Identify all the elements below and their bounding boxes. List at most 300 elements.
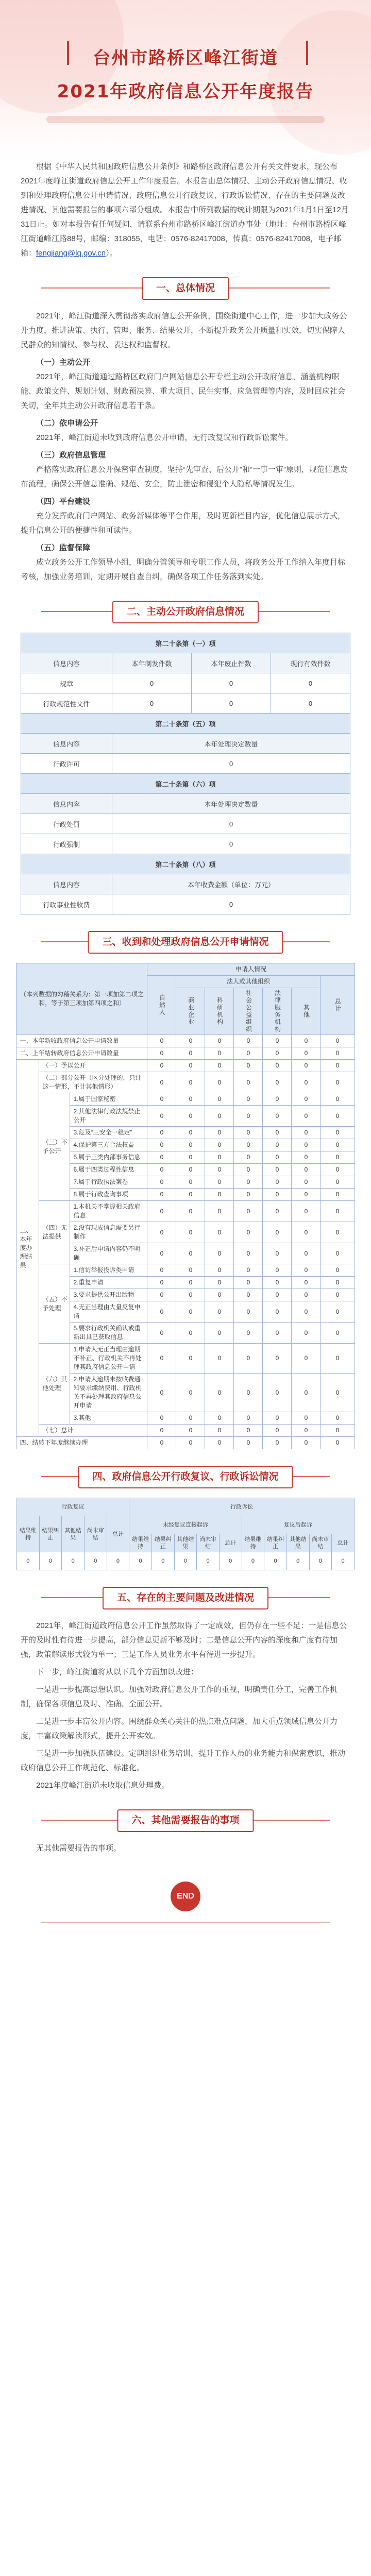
- table-cell: 3.补正后申请内容仍不明确: [70, 1243, 147, 1264]
- count-cell: 0: [176, 1093, 205, 1106]
- table-cell: 总计: [107, 1516, 129, 1552]
- table-cell: 结果纠正: [264, 1534, 287, 1552]
- review-litigation-table: [16, 1498, 355, 1570]
- table-cell: 其他结果: [286, 1534, 309, 1552]
- count-cell: 0: [234, 1323, 263, 1344]
- count-cell: 0: [234, 1072, 263, 1093]
- table-cell: 行政处罚: [21, 814, 112, 834]
- table-header-row: [17, 1516, 355, 1534]
- count-cell: 0: [321, 1437, 355, 1449]
- table-cell: 规章: [21, 673, 112, 693]
- count-cell: 0: [147, 1093, 176, 1106]
- table-cell: 0: [112, 673, 192, 693]
- table-section-row: [21, 714, 350, 734]
- count-cell: 0: [176, 1412, 205, 1425]
- table-cell: 总计: [219, 1534, 242, 1552]
- table-row: [21, 894, 350, 914]
- section-title-issues: 五、存在的主要问题及改进情况: [103, 1587, 268, 1609]
- table-cell: 复议后起诉: [242, 1516, 354, 1534]
- overview-paragraph: 2021年，峰江街道未收到政府信息公开申请，无行政复议和行政诉讼案件。: [36, 433, 293, 442]
- section-heading: [41, 931, 330, 953]
- table-cell: （一）予以公开: [39, 1060, 147, 1072]
- count-cell: 0: [321, 1201, 355, 1222]
- table-row: [16, 1047, 355, 1060]
- table-cell: 8.属于行政查询事项: [70, 1189, 147, 1201]
- subheading-management: （三）政府信息管理: [36, 451, 106, 460]
- count-cell: 0: [263, 1222, 292, 1243]
- table-cell: 0: [112, 693, 192, 714]
- table-cell: 其他结果: [62, 1516, 85, 1552]
- section-heading: [41, 1587, 330, 1608]
- count-cell: 0: [292, 1425, 321, 1437]
- count-cell: 0: [84, 1552, 107, 1570]
- table-section-row: [21, 854, 350, 874]
- count-cell: 0: [292, 1151, 321, 1164]
- count-cell: 0: [292, 1374, 321, 1412]
- table-cell: 4.无正当理由大量反复申请: [70, 1301, 147, 1323]
- count-cell: 0: [263, 1127, 292, 1139]
- count-cell: 0: [205, 1344, 234, 1374]
- table-row: [16, 1264, 355, 1277]
- overview-paragraph: 2021年，峰江街道深入贯彻落实政府信息公开条例，围绕街道中心工作，进一步加大政务公开力度，推进决策、执行、管理、服务、结果公开，不断提升政务公开质量和实效，切实保障人民群众的知情权、参与权、表达权和监督权。: [21, 312, 347, 349]
- report-title-line2: 2021年政府信息公开年度报告: [57, 81, 314, 102]
- table-cell: 1.本机关不掌握相关政府信息: [70, 1201, 147, 1222]
- count-cell: 0: [176, 1222, 205, 1243]
- count-cell: 0: [234, 1425, 263, 1437]
- count-cell: 0: [205, 1164, 234, 1176]
- table-cell: 其他结果: [174, 1534, 197, 1552]
- table-cell: 5.要求行政机关确认或重新出具已获取信息: [70, 1323, 147, 1344]
- count-cell: 0: [147, 1344, 176, 1374]
- count-cell: 0: [234, 1047, 263, 1060]
- active-disclosure-table: [21, 633, 350, 914]
- count-cell: 0: [176, 1374, 205, 1412]
- table-cell: 2.重复申请: [70, 1277, 147, 1289]
- table-cell: 四、结转下年度继续办理: [16, 1437, 147, 1449]
- table-cell: 第二十条第（一）项: [21, 633, 350, 653]
- table-row: [16, 1060, 355, 1072]
- count-cell: 0: [263, 1243, 292, 1264]
- intro-text: 根据《中华人民共和国政府信息公开条例》和路桥区政府信息公开有关文件要求，现公布2021年度峰江街道政府信息公开工作年度报告。本报告由总体情况、主动公开政府信息情况、收到和处理政府信息公开申请情况、政府信息公开行政复议、行政诉讼情况、存在的主要问题及改进情况、其他需要报告的事项六部分组成。本报告中所列数据的统计期限为2021年1月1日至12月31日止。如对本报告有任何疑问，请联系台州市路桥区峰江街道办事处（地址：台州市路桥区峰江街道峰江路88号，邮编：318055，电话：0576-82417008，传真：0576-82417008，电子邮箱：: [21, 162, 349, 258]
- section-title-requests: 三、收到和处理政府信息公开申请情况: [88, 931, 283, 954]
- table-cell: 本年制发件数: [112, 653, 192, 673]
- count-cell: 0: [321, 1176, 355, 1189]
- section-heading: [41, 1466, 330, 1487]
- table-cell: 二、上年结转政府信息公开申请数量: [16, 1047, 147, 1060]
- count-cell: 0: [321, 1289, 355, 1301]
- count-cell: 0: [321, 1139, 355, 1151]
- subheading-active: （一）主动公开: [36, 358, 91, 367]
- count-cell: 0: [263, 1139, 292, 1151]
- count-cell: 0: [292, 1164, 321, 1176]
- subheading-request: （二）依申请公开: [36, 419, 98, 428]
- count-cell: 0: [263, 1201, 292, 1222]
- report-banner: [0, 0, 371, 155]
- table-cell: 结果纠正: [151, 1534, 174, 1552]
- count-cell: 0: [309, 1552, 332, 1570]
- count-cell: 0: [292, 1106, 321, 1127]
- table-cell: 总计: [332, 1534, 355, 1552]
- count-cell: 0: [321, 1127, 355, 1139]
- count-cell: 0: [147, 1176, 176, 1189]
- count-cell: 0: [263, 1344, 292, 1374]
- count-cell: 0: [205, 1277, 234, 1289]
- issues-paragraph: 二是进一步丰富公开内容。围绕群众关心关注的热点难点问题，加大重点领域信息公开力度，丰富政策解读形式，提升公开实效。: [21, 1717, 338, 1740]
- count-cell: 0: [263, 1437, 292, 1449]
- table-cell: 本年废止件数: [191, 653, 271, 673]
- count-cell: 0: [234, 1201, 263, 1222]
- table-cell: 0: [112, 894, 350, 914]
- table-cell: 行政规范性文件: [21, 693, 112, 714]
- count-cell: 0: [292, 1222, 321, 1243]
- count-cell: 0: [292, 1072, 321, 1093]
- table-cell: 行政事业性收费: [21, 894, 112, 914]
- end-badge: END: [171, 1882, 200, 1911]
- count-cell: 0: [234, 1344, 263, 1374]
- count-cell: 0: [176, 1301, 205, 1323]
- report-title-line1: 台州市路桥区峰江街道: [93, 48, 278, 69]
- count-cell: 0: [147, 1425, 176, 1437]
- count-cell: 0: [321, 1035, 355, 1047]
- count-cell: 0: [176, 1072, 205, 1093]
- issues-paragraph: 下一步，峰江街道将从以下几个方面加以改进：: [36, 1668, 199, 1676]
- table-cell: 信息内容: [21, 794, 112, 814]
- count-cell: 0: [205, 1323, 234, 1344]
- count-cell: 0: [205, 1127, 234, 1139]
- count-cell: 0: [147, 1222, 176, 1243]
- count-cell: 0: [292, 1127, 321, 1139]
- section-heading: [41, 601, 330, 622]
- count-cell: 0: [292, 1323, 321, 1344]
- count-cell: 0: [234, 1412, 263, 1425]
- table-cell: 1.信访举报投诉类申请: [70, 1264, 147, 1277]
- count-cell: 0: [286, 1552, 309, 1570]
- count-cell: 0: [292, 1437, 321, 1449]
- count-cell: 0: [176, 1035, 205, 1047]
- count-cell: 0: [147, 1264, 176, 1277]
- table-cell: 0: [112, 834, 350, 854]
- table-cell: 1.属于国家秘密: [70, 1093, 147, 1106]
- table-cell: （六）其他处理: [39, 1344, 70, 1425]
- count-cell: 0: [292, 1047, 321, 1060]
- table-cell: 0: [112, 814, 350, 834]
- table-row: [16, 1425, 355, 1437]
- count-cell: 0: [263, 1035, 292, 1047]
- count-cell: 0: [263, 1301, 292, 1323]
- table-cell: 结果维持: [17, 1516, 40, 1552]
- table-row: [21, 734, 350, 754]
- count-cell: 0: [129, 1552, 152, 1570]
- count-cell: 0: [321, 1093, 355, 1106]
- table-cell: 现行有效件数: [271, 653, 350, 673]
- count-cell: 0: [147, 1106, 176, 1127]
- count-cell: 0: [321, 1243, 355, 1264]
- count-cell: 0: [263, 1277, 292, 1289]
- count-cell: 0: [176, 1277, 205, 1289]
- count-cell: 0: [292, 1189, 321, 1201]
- count-cell: 0: [147, 1139, 176, 1151]
- table-row: [21, 673, 350, 693]
- count-cell: 0: [263, 1264, 292, 1277]
- table-cell: 一、本年新收政府信息公开申请数量: [16, 1035, 147, 1047]
- count-cell: 0: [176, 1344, 205, 1374]
- count-cell: 0: [234, 1374, 263, 1412]
- count-cell: 0: [263, 1412, 292, 1425]
- table-row: [21, 693, 350, 714]
- count-cell: 0: [263, 1106, 292, 1127]
- contact-email-link[interactable]: fengjiang@lq.gov.cn: [36, 249, 106, 258]
- table-cell: （三）不予公开: [39, 1093, 70, 1201]
- table-cell: 第二十条第（五）项: [21, 714, 350, 734]
- table-cell: 本年处理决定数量: [112, 734, 350, 754]
- table-cell: 其他: [292, 988, 321, 1035]
- requests-table: [16, 963, 355, 1449]
- table-cell: 结果纠正: [39, 1516, 62, 1552]
- count-cell: 0: [321, 1344, 355, 1374]
- count-cell: 0: [234, 1106, 263, 1127]
- table-row: [16, 1437, 355, 1449]
- count-cell: 0: [263, 1047, 292, 1060]
- table-row: [21, 754, 350, 774]
- count-cell: 0: [292, 1289, 321, 1301]
- table-cell: 三、本年度办理结果: [16, 1060, 39, 1437]
- count-cell: 0: [205, 1264, 234, 1277]
- count-cell: 0: [62, 1552, 85, 1570]
- table-section-row: [21, 633, 350, 653]
- table-section-row: [21, 774, 350, 794]
- count-cell: 0: [292, 1060, 321, 1072]
- table-cell: 4.保护第三方合法权益: [70, 1139, 147, 1151]
- table-cell: （二）部分公开（区分处理的，只计这一情形，不计其他情形）: [39, 1072, 147, 1093]
- table-cell: 第二十条第（六）项: [21, 774, 350, 794]
- count-cell: 0: [205, 1189, 234, 1201]
- section-heading: [41, 1809, 330, 1831]
- count-cell: 0: [176, 1060, 205, 1072]
- count-cell: 0: [292, 1035, 321, 1047]
- count-cell: 0: [205, 1289, 234, 1301]
- section-title-active-disclosure: 二、主动公开政府信息情况: [112, 601, 259, 623]
- table-cell: 行政强制: [21, 834, 112, 854]
- count-cell: 0: [292, 1344, 321, 1374]
- table-cell: 本年处理决定数量: [112, 794, 350, 814]
- table-cell: 结果维持: [242, 1534, 264, 1552]
- count-cell: 0: [292, 1176, 321, 1189]
- count-cell: 0: [234, 1243, 263, 1264]
- count-cell: 0: [176, 1189, 205, 1201]
- table-header-row: [17, 1498, 355, 1516]
- count-cell: 0: [205, 1301, 234, 1323]
- count-cell: 0: [234, 1437, 263, 1449]
- count-cell: 0: [234, 1277, 263, 1289]
- issues-paragraph: 一是进一步提高思想认识。加强对政府信息公开工作的重视，明确责任分工，完善工作机制，确保各项信息及时、准确、全面公开。: [21, 1685, 338, 1708]
- count-cell: 0: [263, 1060, 292, 1072]
- count-cell: 0: [292, 1264, 321, 1277]
- count-cell: 0: [176, 1264, 205, 1277]
- table-row: [16, 1093, 355, 1106]
- table-cell: 行政诉讼: [129, 1498, 355, 1516]
- table-cell: 7.属于行政执法案卷: [70, 1176, 147, 1189]
- count-cell: 0: [147, 1189, 176, 1201]
- count-cell: 0: [176, 1127, 205, 1139]
- table-cell: （五）不予处理: [39, 1264, 70, 1344]
- count-cell: 0: [205, 1201, 234, 1222]
- count-cell: 0: [176, 1323, 205, 1344]
- count-cell: 0: [147, 1243, 176, 1264]
- table-cell: 信息内容: [21, 874, 112, 894]
- table-row: [21, 814, 350, 834]
- count-cell: 0: [321, 1060, 355, 1072]
- overview-paragraph: 2021年，峰江街道通过路桥区政府门户网站信息公开专栏主动公开政府信息，涵盖机构职能、政策文件、规划计划、财政预决算、重大项目、民生实事、应急管理等内容，及时回应社会关切，全年共主动公开政府信息若干条。: [21, 372, 346, 410]
- count-cell: 0: [147, 1035, 176, 1047]
- table-cell: 申请人情况: [147, 963, 355, 976]
- count-cell: 0: [321, 1047, 355, 1060]
- count-cell: 0: [147, 1164, 176, 1176]
- count-cell: 0: [263, 1323, 292, 1344]
- count-cell: 0: [234, 1093, 263, 1106]
- count-cell: 0: [205, 1412, 234, 1425]
- count-cell: 0: [292, 1301, 321, 1323]
- count-cell: 0: [321, 1189, 355, 1201]
- table-row: [17, 1552, 355, 1570]
- count-cell: 0: [205, 1106, 234, 1127]
- subheading-supervision: （五）监督保障: [36, 544, 91, 552]
- count-cell: 0: [151, 1552, 174, 1570]
- count-cell: 0: [39, 1552, 62, 1570]
- count-cell: 0: [263, 1189, 292, 1201]
- count-cell: 0: [205, 1093, 234, 1106]
- count-cell: 0: [321, 1301, 355, 1323]
- table-cell: 结果维持: [129, 1534, 152, 1552]
- count-cell: 0: [321, 1164, 355, 1176]
- count-cell: 0: [147, 1289, 176, 1301]
- count-cell: 0: [263, 1093, 292, 1106]
- count-cell: 0: [176, 1176, 205, 1189]
- issues-paragraph: 2021年度峰江街道未收取信息处理费。: [36, 1781, 170, 1790]
- count-cell: 0: [263, 1176, 292, 1189]
- table-cell: 法律服务机构: [263, 988, 292, 1035]
- table-cell: 2.申请人逾期未按收费通知要求缴纳费用、行政机关不再处理其政府信息公开申请: [70, 1374, 147, 1412]
- count-cell: 0: [292, 1277, 321, 1289]
- table-row: [16, 1201, 355, 1222]
- count-cell: 0: [197, 1552, 220, 1570]
- count-cell: 0: [205, 1222, 234, 1243]
- count-cell: 0: [107, 1552, 129, 1570]
- section-title-other: 六、其他需要报告的事项: [117, 1809, 254, 1832]
- count-cell: 0: [205, 1176, 234, 1189]
- table-cell: 0: [191, 693, 271, 714]
- count-cell: 0: [234, 1151, 263, 1164]
- count-cell: 0: [263, 1374, 292, 1412]
- intro-text-end: ）。: [106, 249, 117, 258]
- count-cell: 0: [234, 1176, 263, 1189]
- table-cell: 行政许可: [21, 754, 112, 774]
- overview-paragraph: 充分发挥政府门户网站、政务新媒体等平台作用，及时更新栏目内容，优化信息展示方式，提升信息公开的便捷性和可读性。: [21, 512, 346, 535]
- count-cell: 0: [321, 1222, 355, 1243]
- count-cell: 0: [234, 1060, 263, 1072]
- table-cell: 2.其他法律行政法规禁止公开: [70, 1106, 147, 1127]
- table-cell: 5.属于三类内部事务信息: [70, 1151, 147, 1164]
- count-cell: 0: [147, 1127, 176, 1139]
- end-mark: [0, 1882, 371, 1911]
- table-row: [16, 1344, 355, 1374]
- count-cell: 0: [147, 1072, 176, 1093]
- overview-paragraph: 严格落实政府信息公开保密审查制度，坚持“先审查、后公开”和“一事一审”原则，规范信息发布流程，确保公开信息准确、规范、安全，防止泄密和侵犯个人隐私等情况发生。: [21, 465, 348, 488]
- count-cell: 0: [263, 1072, 292, 1093]
- count-cell: 0: [292, 1093, 321, 1106]
- count-cell: 0: [205, 1243, 234, 1264]
- issues-paragraph: 2021年，峰江街道政府信息公开工作虽然取得了一定成效，但仍存在一些不足：一是信息公开的及时性有待进一步提高，部分信息更新不够及时；二是信息公开内容的深度和广度有待加强，政策解读形式较为单一；三是工作人员业务水平有待进一步提升。: [21, 1621, 347, 1659]
- count-cell: 0: [321, 1412, 355, 1425]
- count-cell: 0: [205, 1060, 234, 1072]
- count-cell: 0: [147, 1301, 176, 1323]
- count-cell: 0: [176, 1437, 205, 1449]
- count-cell: 0: [147, 1437, 176, 1449]
- count-cell: 0: [17, 1552, 40, 1570]
- section-title-overview: 一、总体情况: [142, 277, 229, 300]
- count-cell: 0: [234, 1164, 263, 1176]
- table-cell: 尚未审结: [309, 1534, 332, 1552]
- table-cell: 3.危及“三安全一稳定”: [70, 1127, 147, 1139]
- count-cell: 0: [321, 1323, 355, 1344]
- count-cell: 0: [292, 1201, 321, 1222]
- count-cell: 0: [176, 1164, 205, 1176]
- table-cell: 社会公益组织: [234, 988, 263, 1035]
- other-paragraph: 无其他需要报告的事项。: [36, 1844, 122, 1853]
- count-cell: 0: [292, 1243, 321, 1264]
- count-cell: 0: [174, 1552, 197, 1570]
- count-cell: 0: [147, 1374, 176, 1412]
- count-cell: 0: [292, 1412, 321, 1425]
- table-cell: 6.属于四类过程性信息: [70, 1164, 147, 1176]
- table-cell: 信息内容: [21, 653, 112, 673]
- count-cell: 0: [147, 1060, 176, 1072]
- table-row: [21, 874, 350, 894]
- table-row: [16, 1072, 355, 1093]
- count-cell: 0: [205, 1035, 234, 1047]
- table-cell: （四）无法提供: [39, 1201, 70, 1264]
- count-cell: 0: [176, 1151, 205, 1164]
- count-cell: 0: [263, 1151, 292, 1164]
- count-cell: 0: [321, 1106, 355, 1127]
- count-cell: 0: [147, 1151, 176, 1164]
- count-cell: 0: [234, 1139, 263, 1151]
- table-cell: （七）总计: [39, 1425, 147, 1437]
- count-cell: 0: [205, 1139, 234, 1151]
- table-cell: 行政复议: [17, 1498, 129, 1516]
- count-cell: 0: [332, 1552, 355, 1570]
- count-cell: 0: [176, 1106, 205, 1127]
- count-cell: 0: [234, 1301, 263, 1323]
- count-cell: 0: [147, 1201, 176, 1222]
- intro-paragraph: [0, 155, 371, 261]
- count-cell: 0: [263, 1289, 292, 1301]
- table-cell: 信息内容: [21, 734, 112, 754]
- table-header-row: [16, 963, 355, 976]
- subheading-platform: （四）平台建设: [36, 497, 91, 506]
- count-cell: 0: [147, 1412, 176, 1425]
- count-cell: 0: [321, 1151, 355, 1164]
- count-cell: 0: [205, 1072, 234, 1093]
- table-row: [21, 834, 350, 854]
- count-cell: 0: [234, 1289, 263, 1301]
- count-cell: 0: [176, 1139, 205, 1151]
- count-cell: 0: [205, 1425, 234, 1437]
- section-heading: [41, 277, 330, 299]
- table-cell: 第二十条第（八）项: [21, 854, 350, 874]
- section-title-review-litigation: 四、政府信息公开行政复议、行政诉讼情况: [78, 1466, 293, 1488]
- count-cell: 0: [234, 1189, 263, 1201]
- count-cell: 0: [205, 1047, 234, 1060]
